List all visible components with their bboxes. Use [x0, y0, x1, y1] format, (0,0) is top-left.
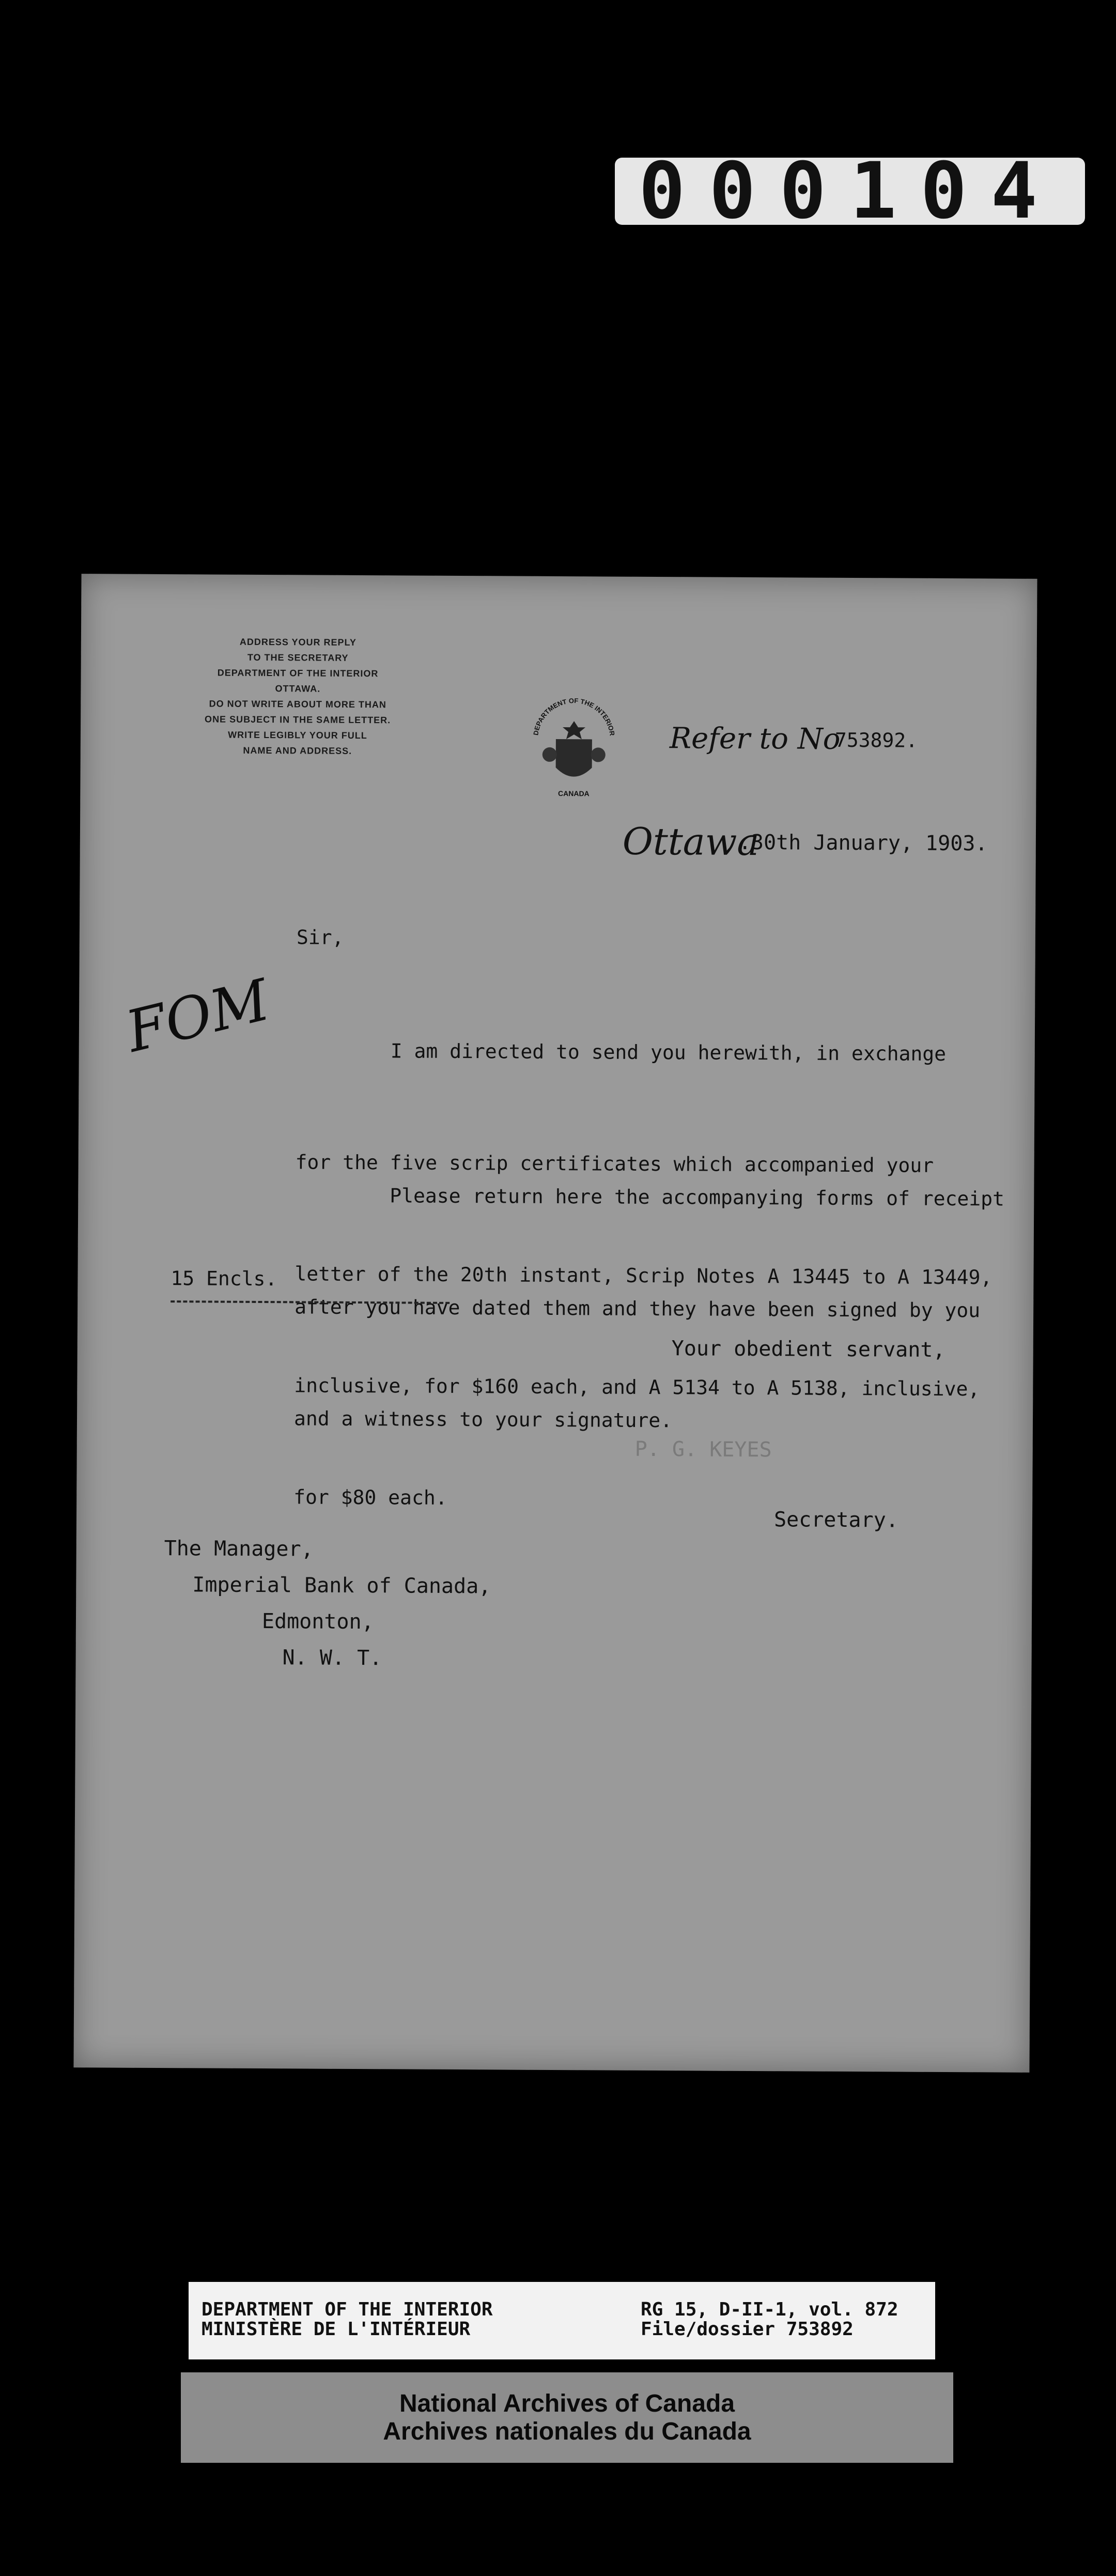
department-french: MINISTÈRE DE L'INTÉRIEUR: [202, 2319, 471, 2340]
paragraph-line: Please return here the accompanying forms of receipt: [295, 1184, 1005, 1210]
crest-text-top: DEPARTMENT OF THE INTERIOR: [532, 697, 616, 737]
paragraph-line: for $80 each.: [293, 1485, 447, 1509]
reference-card: [189, 2282, 935, 2359]
crest-text-bottom: CANADA: [557, 789, 590, 798]
reply-instructions: [189, 634, 407, 759]
paragraph-line: and a witness to your signature.: [293, 1407, 673, 1432]
reply-line: ONE SUBJECT IN THE SAME LETTER.: [205, 714, 391, 726]
enclosures-note: 15 Encls.: [171, 1267, 277, 1291]
letter-date: .30th January, 1903.: [738, 830, 988, 856]
letter-place: Ottawa: [622, 819, 760, 864]
signature-title: Secretary.: [773, 1508, 898, 1532]
reply-line: WRITE LEGIBLY YOUR FULL: [228, 729, 367, 741]
department-english: DEPARTMENT OF THE INTERIOR: [202, 2299, 493, 2320]
recipient-line: The Manager,: [164, 1537, 314, 1561]
recipient-line: Imperial Bank of Canada,: [192, 1573, 491, 1599]
archives-english: National Archives of Canada: [399, 2389, 735, 2417]
paragraph-line: after you have dated them and they have been signed by you: [295, 1295, 981, 1322]
reply-line: NAME AND ADDRESS.: [243, 745, 352, 756]
file-number: File/dossier 753892: [641, 2319, 854, 2340]
record-group: RG 15, D-II-1, vol. 872: [641, 2299, 898, 2320]
reply-line: ADDRESS YOUR REPLY: [239, 636, 357, 648]
reply-line: DEPARTMENT OF THE INTERIOR: [217, 667, 379, 679]
reply-line: DO NOT WRITE ABOUT MORE THAN: [209, 698, 386, 710]
handwritten-initials: FOM: [119, 967, 276, 1065]
paragraph-line: for the five scrip certificates which accompanied your: [295, 1151, 934, 1177]
archives-card: [181, 2372, 953, 2463]
archives-french: Archives nationales du Canada: [383, 2417, 751, 2445]
closing: Your obedient servant,: [671, 1337, 946, 1362]
signature-stamp: P. G. KEYES: [634, 1437, 772, 1462]
letter-sheet: [73, 574, 1037, 2073]
salutation: Sir,: [296, 926, 344, 949]
recipient-line: Edmonton,: [261, 1609, 374, 1634]
recipient-line: N. W. T.: [282, 1646, 382, 1670]
refer-label: Refer to No: [669, 722, 841, 756]
paragraph-line: I am directed to send you herewith, in exchange: [296, 1039, 947, 1065]
paragraph-line: letter of the 20th instant, Scrip Notes A 13445 to A 13449,: [295, 1262, 993, 1289]
paragraph-line: inclusive, for $160 each, and A 5134 to A 5138, inclusive,: [294, 1374, 980, 1401]
reply-line: TO THE SECRETARY: [247, 652, 349, 663]
frame-number: 000104: [615, 158, 1085, 225]
refer-number: 753892.: [834, 728, 918, 752]
department-crest-icon: [524, 690, 623, 804]
reply-line: OTTAWA.: [275, 683, 321, 694]
